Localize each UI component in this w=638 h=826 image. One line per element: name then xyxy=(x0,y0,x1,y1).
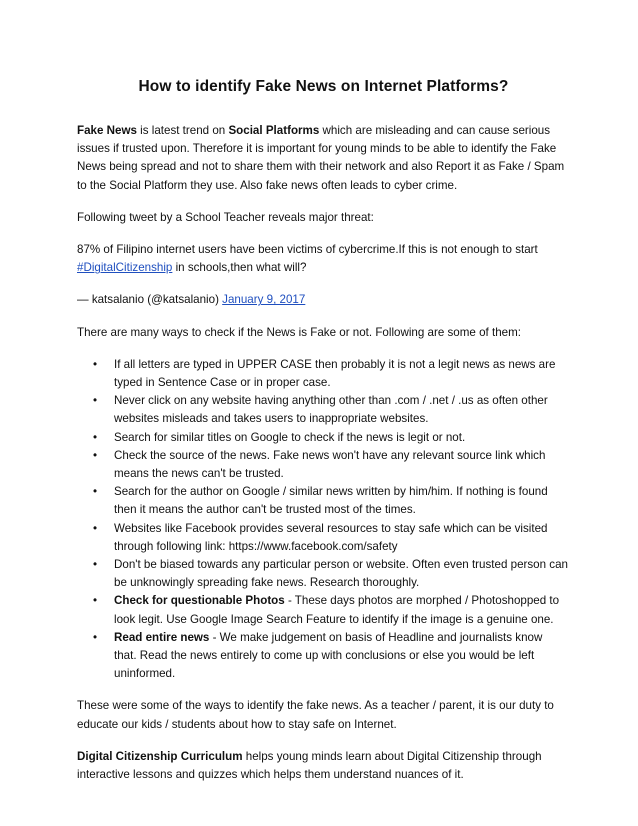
list-item xyxy=(77,356,568,392)
tweet-intro: Following tweet by a School Teacher reveals major threat: xyxy=(77,210,374,224)
bullet-icon: • xyxy=(93,521,98,535)
bullet-icon: • xyxy=(93,430,98,444)
list-item-text: Don't be biased towards any particular person or website. Often even trusted person can be unknowingly spreading fake news. Research thoroughly. xyxy=(114,558,568,590)
list-item xyxy=(77,447,568,483)
tweet-author: — katsalanio (@katsalanio) xyxy=(77,293,223,307)
page-title: How to identify Fake News on Internet Platforms? xyxy=(138,78,509,95)
curriculum-text: helps young minds learn about Digital Citizenship through interactive lessons and quizzes which helps them understand nuances of it. xyxy=(77,749,542,782)
list-item xyxy=(77,392,568,428)
intro-text-1: is latest trend on xyxy=(136,124,229,137)
list-item-text: - We make judgement on basis of Headline and journalists know that. Read the news entirely to come up with conclusions or else you would be left uninformed. xyxy=(114,630,543,681)
bullet-icon: • xyxy=(93,448,98,462)
list-item xyxy=(77,520,568,556)
list-item-text: Websites like Facebook provides several resources to stay safe which can be visited through following link: https://www.facebook.com/safety xyxy=(114,521,548,553)
intro-bold-fake-news: Fake News xyxy=(77,124,137,137)
list-item-text: Check the source of the news. Fake news won't have any relevant source link which means the news can't be trusted. xyxy=(114,448,546,481)
bullet-icon: • xyxy=(93,485,98,499)
list-intro: There are many ways to check if the News is Fake or not. Following are some of them: xyxy=(77,325,521,339)
bullet-icon: • xyxy=(93,357,98,371)
bullet-icon: • xyxy=(93,558,98,572)
tweet-text: 87% of Filipino internet users have been victims of cybercrime.If this is not enough to start xyxy=(77,243,538,257)
bullet-icon: • xyxy=(93,594,98,608)
list-item xyxy=(77,429,568,447)
tweet-quote xyxy=(77,241,568,277)
list-item-text: If all letters are typed in UPPER CASE then probably it is not a legit news as news are typed in Sentence Case or in proper case. xyxy=(114,357,556,390)
list-item-bold: Check for questionable Photos xyxy=(114,594,285,608)
list-item-text: Search for similar titles on Google to check if the news is legit or not. xyxy=(114,430,466,444)
list-item xyxy=(77,483,568,519)
hashtag-link[interactable]: #DigitalCitizenship xyxy=(77,261,173,275)
list-item xyxy=(77,592,568,628)
list-item xyxy=(77,556,568,592)
bullet-icon: • xyxy=(93,394,98,408)
curriculum-paragraph xyxy=(77,748,568,784)
intro-bold-social-platforms: Social Platforms xyxy=(228,124,320,137)
list-item-bold: Read entire news xyxy=(114,630,210,644)
list-item-text: Never click on any website having anything other than .com / .net / .us as often other websites misleads and takes users to inappropriate websites. xyxy=(114,394,548,426)
tweet-text-after: in schools,then what will? xyxy=(172,261,307,275)
list-item xyxy=(77,629,568,684)
intro-text-2: which are misleading and can cause serious issues if trusted upon. Therefore it is important for young minds to be able to identify the Fake News being spread and not to share them with their network and also Report it as Fake / Spam to the Social Platform they use. Also fake news often leads to cyber crime. xyxy=(77,124,565,192)
tips-list xyxy=(77,356,568,684)
bullet-icon: • xyxy=(93,630,98,644)
conclusion-paragraph: These were some of the ways to identify the fake news. As a teacher / parent, it is our duty to educate our kids / students about how to stay safe on Internet. xyxy=(77,699,554,731)
curriculum-bold: Digital Citizenship Curriculum xyxy=(77,749,243,763)
list-item-text: - These days photos are morphed / Photoshopped to look legit. Use Google Image Search Feature to identify if the image is a genuine one. xyxy=(114,594,560,626)
tweet-attribution xyxy=(77,291,568,309)
tweet-date-link[interactable]: January 9, 2017 xyxy=(222,293,306,307)
intro-paragraph xyxy=(77,122,568,195)
list-item-text: Search for the author on Google / similar news written by him/him. If nothing is found then it means the author can't be trusted most of the times. xyxy=(114,485,548,517)
